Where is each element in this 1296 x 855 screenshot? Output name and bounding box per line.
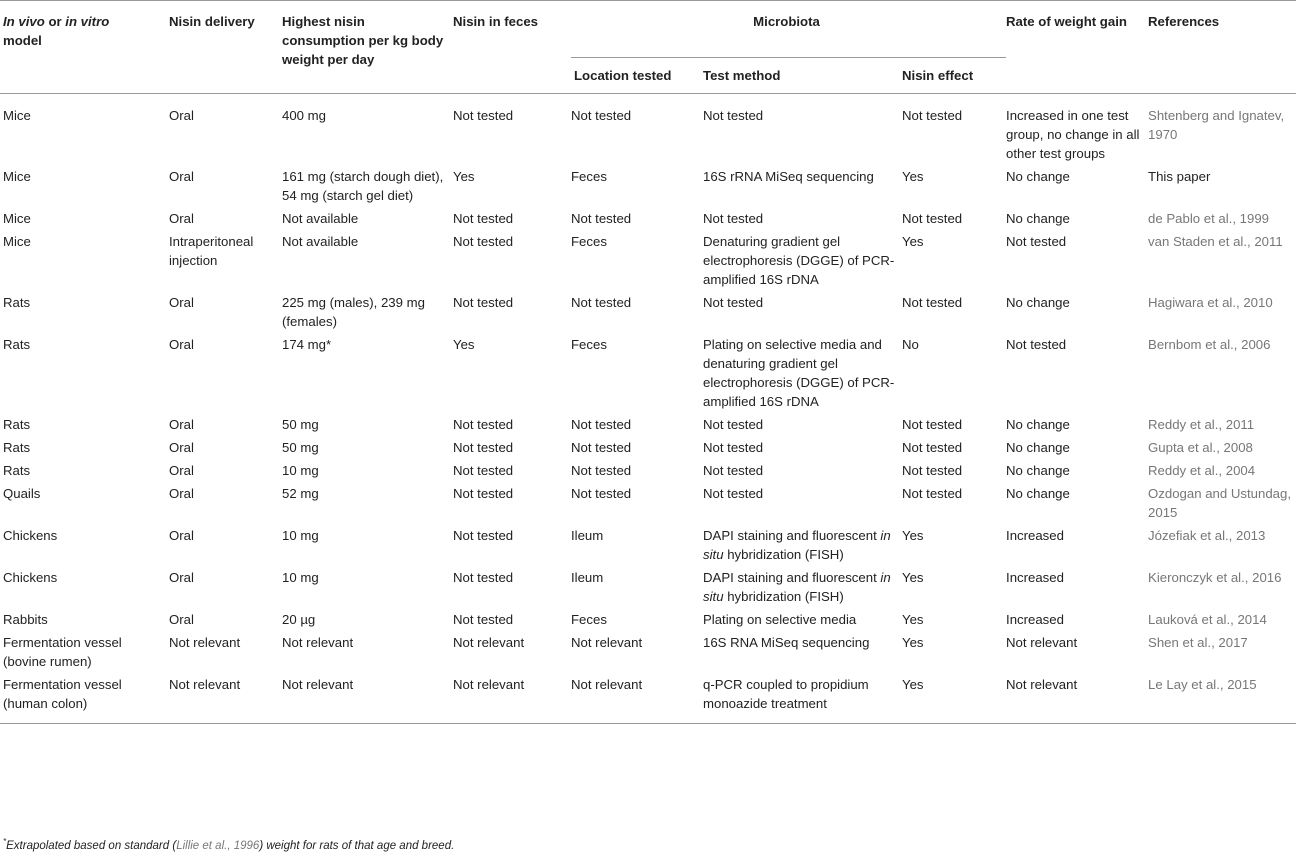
cell-reference-link[interactable]: Le Lay et al., 2015 — [1148, 675, 1296, 724]
table-row — [0, 335, 1296, 415]
cell-method: DAPI staining and fluorescent in situ hybridization (FISH) — [703, 528, 891, 562]
cell-delivery: Oral — [169, 295, 194, 310]
cell-reference-link[interactable]: Hagiwara et al., 2010 — [1148, 295, 1273, 310]
cell-weight: Not tested — [1006, 234, 1067, 249]
cell-consumption: 50 mg — [282, 440, 319, 455]
cell-location: Not relevant — [571, 675, 703, 724]
cell-model: Chickens — [3, 528, 58, 543]
cell-feces: Not tested — [453, 234, 514, 249]
cell-feces: Not relevant — [453, 635, 525, 650]
cell-delivery: Oral — [169, 337, 194, 352]
table-row — [0, 526, 1296, 568]
cell-feces: Not tested — [453, 211, 514, 226]
cell-method: 16S rRNA MiSeq sequencing — [703, 169, 874, 184]
cell-location: Feces — [571, 612, 607, 627]
cell-delivery: Oral — [169, 94, 282, 168]
cell-weight: No change — [1006, 169, 1070, 184]
cell-weight: Increased in one test group, no change in all other test groups — [1006, 94, 1148, 168]
table-body — [0, 94, 1296, 724]
cell-model: Rabbits — [3, 612, 48, 627]
cell-effect: Yes — [902, 675, 1006, 724]
cell-model: Mice — [0, 94, 169, 168]
cell-model: Chickens — [3, 570, 58, 585]
cell-effect: Yes — [902, 612, 924, 627]
cell-delivery: Oral — [169, 417, 194, 432]
table-row — [0, 461, 1296, 484]
cell-consumption: 52 mg — [282, 486, 319, 501]
cell-method: Not tested — [703, 211, 764, 226]
cell-consumption: Not available — [282, 211, 359, 226]
cell-weight: No change — [1006, 463, 1070, 478]
cell-delivery: Oral — [169, 486, 194, 501]
cell-weight: Increased — [1006, 570, 1064, 585]
table-row — [0, 293, 1296, 335]
cell-reference-link[interactable]: Shtenberg and Ignatev, 1970 — [1148, 94, 1296, 168]
cell-effect: Not tested — [902, 94, 1006, 168]
cell-location: Not tested — [571, 94, 703, 168]
cell-method: Not tested — [703, 295, 764, 310]
cell-consumption: 10 mg — [282, 528, 319, 543]
cell-delivery: Not relevant — [169, 635, 241, 650]
cell-model: Rats — [3, 337, 31, 352]
cell-location: Ileum — [571, 570, 604, 585]
cell-consumption: 174 mg* — [282, 337, 332, 352]
cell-method: DAPI staining and fluorescent in situ hybridization (FISH) — [703, 570, 891, 604]
cell-location: Not tested — [571, 463, 632, 478]
cell-delivery: Oral — [169, 440, 194, 455]
cell-location: Not tested — [571, 486, 632, 501]
cell-consumption: Not relevant — [282, 635, 354, 650]
cell-delivery: Oral — [169, 169, 194, 184]
footnote-reference-link[interactable]: Lillie et al., 1996 — [176, 839, 260, 852]
cell-feces: Not tested — [453, 528, 514, 543]
cell-weight: Not relevant — [1006, 635, 1078, 650]
footnote-mark: * — [3, 837, 7, 846]
cell-weight: Increased — [1006, 612, 1064, 627]
table-row — [0, 232, 1296, 293]
cell-location: Not tested — [571, 211, 632, 226]
table-footnote — [3, 837, 454, 852]
cell-consumption: 20 µg — [282, 612, 316, 627]
cell-weight: Increased — [1006, 528, 1064, 543]
cell-model: Rats — [3, 417, 31, 432]
cell-location: Feces — [571, 169, 607, 184]
cell-consumption: 50 mg — [282, 417, 319, 432]
cell-feces: Not tested — [453, 570, 514, 585]
cell-model: Mice — [3, 234, 31, 249]
cell-model: Fermentation vessel (bovine rumen) — [3, 635, 122, 669]
cell-reference-link[interactable]: Gupta et al., 2008 — [1148, 440, 1253, 455]
cell-location: Not tested — [571, 440, 632, 455]
cell-feces: Not tested — [453, 94, 571, 168]
cell-reference-link[interactable]: Józefiak et al., 2013 — [1148, 528, 1266, 543]
footnote-text-start: Extrapolated based on standard ( — [6, 839, 177, 852]
cell-feces: Not tested — [453, 295, 514, 310]
cell-effect: Not tested — [902, 295, 963, 310]
cell-method: Not tested — [703, 486, 764, 501]
header-microbiota: Microbiota — [571, 1, 1006, 58]
table-row — [0, 438, 1296, 461]
cell-effect: Yes — [902, 635, 924, 650]
cell-model: Quails — [3, 486, 41, 501]
header-weight: Rate of weight gain — [1006, 1, 1148, 94]
cell-consumption: 225 mg (males), 239 mg (females) — [282, 295, 425, 329]
cell-method: Not tested — [703, 440, 764, 455]
cell-method: q-PCR coupled to propidium monoazide treatment — [703, 675, 902, 724]
cell-delivery: Oral — [169, 211, 194, 226]
table-row — [0, 415, 1296, 438]
cell-feces: Not tested — [453, 612, 514, 627]
cell-effect: Yes — [902, 234, 924, 249]
cell-effect: No — [902, 337, 919, 352]
cell-weight: No change — [1006, 417, 1070, 432]
cell-effect: Not tested — [902, 211, 963, 226]
cell-consumption: Not available — [282, 234, 359, 249]
cell-method: 16S RNA MiSeq sequencing — [703, 635, 870, 650]
cell-model: Rats — [3, 463, 31, 478]
cell-reference-link[interactable]: Reddy et al., 2011 — [1148, 417, 1255, 432]
cell-reference: This paper — [1148, 169, 1211, 184]
cell-delivery: Oral — [169, 570, 194, 585]
cell-reference-link[interactable]: Shen et al., 2017 — [1148, 635, 1248, 650]
cell-weight: No change — [1006, 295, 1070, 310]
cell-feces: Not tested — [453, 486, 514, 501]
header-consumption: Highest nisin consumption per kg body weight per day — [282, 1, 453, 94]
table-row — [0, 633, 1296, 675]
cell-consumption: 10 mg — [282, 463, 319, 478]
header-effect: Nisin effect — [902, 58, 1006, 94]
cell-consumption: Not relevant — [282, 675, 453, 724]
cell-feces: Not relevant — [453, 675, 571, 724]
cell-feces: Not tested — [453, 417, 514, 432]
cell-method: Not tested — [703, 417, 764, 432]
cell-effect: Not tested — [902, 463, 963, 478]
cell-delivery: Oral — [169, 612, 194, 627]
cell-reference-link[interactable]: Ozdogan and Ustundag, 2015 — [1148, 486, 1292, 520]
cell-delivery: Oral — [169, 528, 194, 543]
cell-weight: No change — [1006, 486, 1070, 501]
cell-model: Rats — [3, 295, 31, 310]
cell-location: Feces — [571, 337, 607, 352]
cell-location: Not tested — [571, 295, 632, 310]
cell-model: Fermentation vessel (human colon) — [0, 675, 169, 724]
cell-effect: Not tested — [902, 486, 963, 501]
cell-reference-link[interactable]: Bernbom et al., 2006 — [1148, 337, 1271, 352]
cell-reference-link[interactable]: Lauková et al., 2014 — [1148, 612, 1267, 627]
cell-consumption: 400 mg — [282, 94, 453, 168]
cell-method: Plating on selective media — [703, 612, 857, 627]
cell-model: Rats — [3, 440, 31, 455]
cell-method: Denaturing gradient gel electrophoresis (DGGE) of PCR-amplified 16S rDNA — [703, 234, 895, 287]
cell-method: Not tested — [703, 463, 764, 478]
cell-location: Not tested — [571, 417, 632, 432]
cell-reference-link[interactable]: Kieronczyk et al., 2016 — [1148, 570, 1282, 585]
cell-reference-link[interactable]: Reddy et al., 2004 — [1148, 463, 1256, 478]
cell-reference-link[interactable]: de Pablo et al., 1999 — [1148, 211, 1270, 226]
cell-method: Not tested — [703, 94, 902, 168]
cell-location: Not relevant — [571, 635, 643, 650]
header-references: References — [1148, 1, 1296, 94]
footnote-text-end: ) weight for rats of that age and breed. — [259, 839, 455, 852]
cell-consumption: 161 mg (starch dough diet), 54 mg (starch gel diet) — [282, 169, 444, 203]
header-model: In vivo or in vitro model — [0, 1, 169, 94]
cell-method: Plating on selective media and denaturing gradient gel electrophoresis (DGGE) of PCR-amplified 16S rDNA — [703, 337, 895, 409]
cell-delivery: Oral — [169, 463, 194, 478]
table-header — [0, 1, 1296, 94]
cell-effect: Not tested — [902, 440, 963, 455]
cell-consumption: 10 mg — [282, 570, 319, 585]
header-method: Test method — [703, 58, 902, 94]
cell-location: Ileum — [571, 528, 604, 543]
cell-weight: No change — [1006, 211, 1070, 226]
table-row — [0, 94, 1296, 168]
cell-effect: Yes — [902, 528, 924, 543]
cell-model: Mice — [3, 169, 31, 184]
header-delivery: Nisin delivery — [169, 1, 282, 94]
cell-feces: Not tested — [453, 440, 514, 455]
cell-model: Mice — [3, 211, 31, 226]
header-row-1 — [0, 1, 1296, 58]
cell-delivery: Not relevant — [169, 675, 282, 724]
table-row — [0, 209, 1296, 232]
cell-feces: Not tested — [453, 463, 514, 478]
header-location: Location tested — [571, 58, 703, 94]
cell-weight: Not relevant — [1006, 675, 1148, 724]
cell-delivery: Intraperitoneal injection — [169, 234, 254, 268]
cell-location: Feces — [571, 234, 607, 249]
header-feces: Nisin in feces — [453, 1, 571, 94]
cell-weight: Not tested — [1006, 337, 1067, 352]
table-row — [0, 610, 1296, 633]
table-row — [0, 675, 1296, 724]
table-row — [0, 484, 1296, 526]
cell-effect: Not tested — [902, 417, 963, 432]
table-row — [0, 167, 1296, 209]
cell-feces: Yes — [453, 169, 475, 184]
cell-weight: No change — [1006, 440, 1070, 455]
table-row — [0, 568, 1296, 610]
cell-feces: Yes — [453, 337, 475, 352]
cell-effect: Yes — [902, 570, 924, 585]
cell-reference-link[interactable]: van Staden et al., 2011 — [1148, 234, 1283, 249]
cell-effect: Yes — [902, 169, 924, 184]
